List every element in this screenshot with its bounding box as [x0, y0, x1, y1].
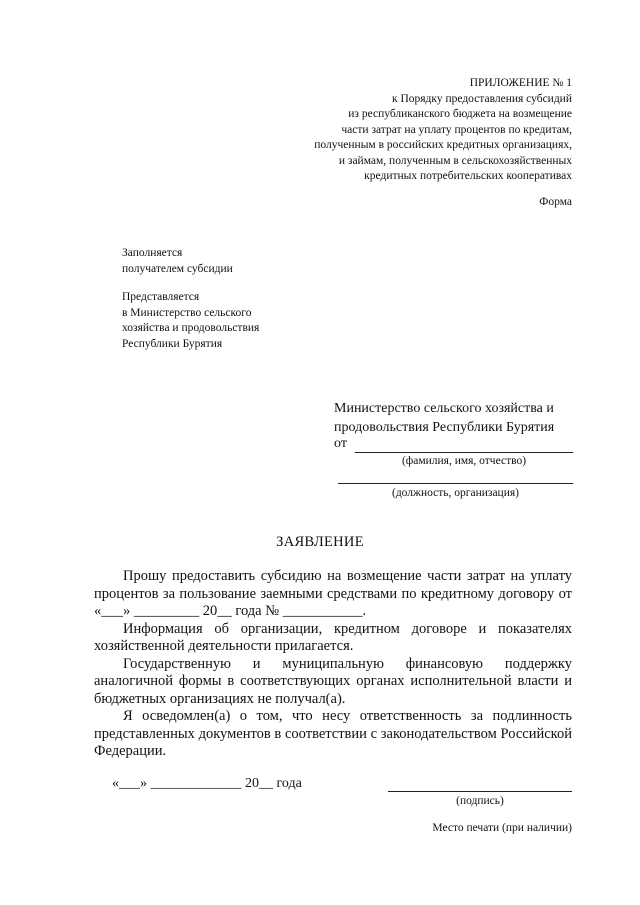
from-label: от	[334, 436, 347, 451]
filled-by-line: Заполняется	[122, 247, 183, 259]
appendix-line: части затрат на уплату процентов по кредитам,	[341, 123, 572, 136]
filled-by-line: получателем субсидии	[122, 262, 233, 275]
form-label: Форма	[539, 196, 572, 208]
appendix-line: полученным в российских кредитных организациях,	[314, 139, 572, 151]
appendix-line: кредитных потребительских кооперативах	[364, 170, 572, 182]
filled-by-note	[122, 246, 233, 277]
signature-caption: (подпись)	[456, 795, 504, 807]
support-paragraph: Государственную и муниципальную финансовую поддержку аналогичной формы в соответствующих органах исполнительной власти и бюджетных организациях не получал(а).	[94, 655, 572, 707]
signature-field[interactable]	[388, 791, 572, 792]
submitted-to-line: Республики Бурятия	[122, 337, 223, 350]
appendix-header	[252, 76, 572, 185]
appendix-line: из республиканского бюджета на возмещение	[348, 108, 572, 120]
submitted-to-line: хозяйства и продовольствия	[122, 322, 260, 334]
appendix-title: ПРИЛОЖЕНИЕ № 1	[469, 77, 572, 89]
request-paragraph: Прошу предоставить субсидию на возмещение части затрат на уплату процентов за пользование заемными средствами по кредитному договору от «___» _________ 20__ года № ___________.	[94, 568, 572, 619]
submitted-to-line: Представляется	[122, 291, 200, 303]
responsibility-paragraph: Я осведомлен(а) о том, что несу ответственность за подлинность представленных документов в соответствии с законодательством Российской Федерации.	[94, 708, 572, 759]
submitted-to-note	[122, 290, 259, 352]
position-caption: (должность, организация)	[392, 487, 519, 499]
appendix-line: к Порядку предоставления субсидий	[392, 92, 572, 105]
addressee-block	[334, 400, 579, 437]
name-caption: (фамилия, имя, отчество)	[401, 455, 527, 467]
document-title: ЗАЯВЛЕНИЕ	[276, 534, 364, 550]
appendix-line: и займам, полученным в сельскохозяйственных	[338, 154, 572, 167]
addressee-line: продовольствия Республики Бурятия	[334, 419, 555, 435]
submitted-to-line: в Министерство сельского	[122, 306, 252, 319]
stamp-place-label: Место печати (при наличии)	[432, 822, 572, 834]
addressee-line: Министерство сельского хозяйства и	[334, 401, 554, 416]
applicant-name-field[interactable]	[355, 452, 573, 453]
info-paragraph: Информация об организации, кредитном договоре и показателях хозяйственной деятельности прилагается.	[94, 620, 572, 654]
application-body	[94, 568, 572, 761]
date-field[interactable]: «___» _____________ 20__ года	[112, 776, 302, 791]
applicant-position-field[interactable]	[338, 483, 573, 484]
